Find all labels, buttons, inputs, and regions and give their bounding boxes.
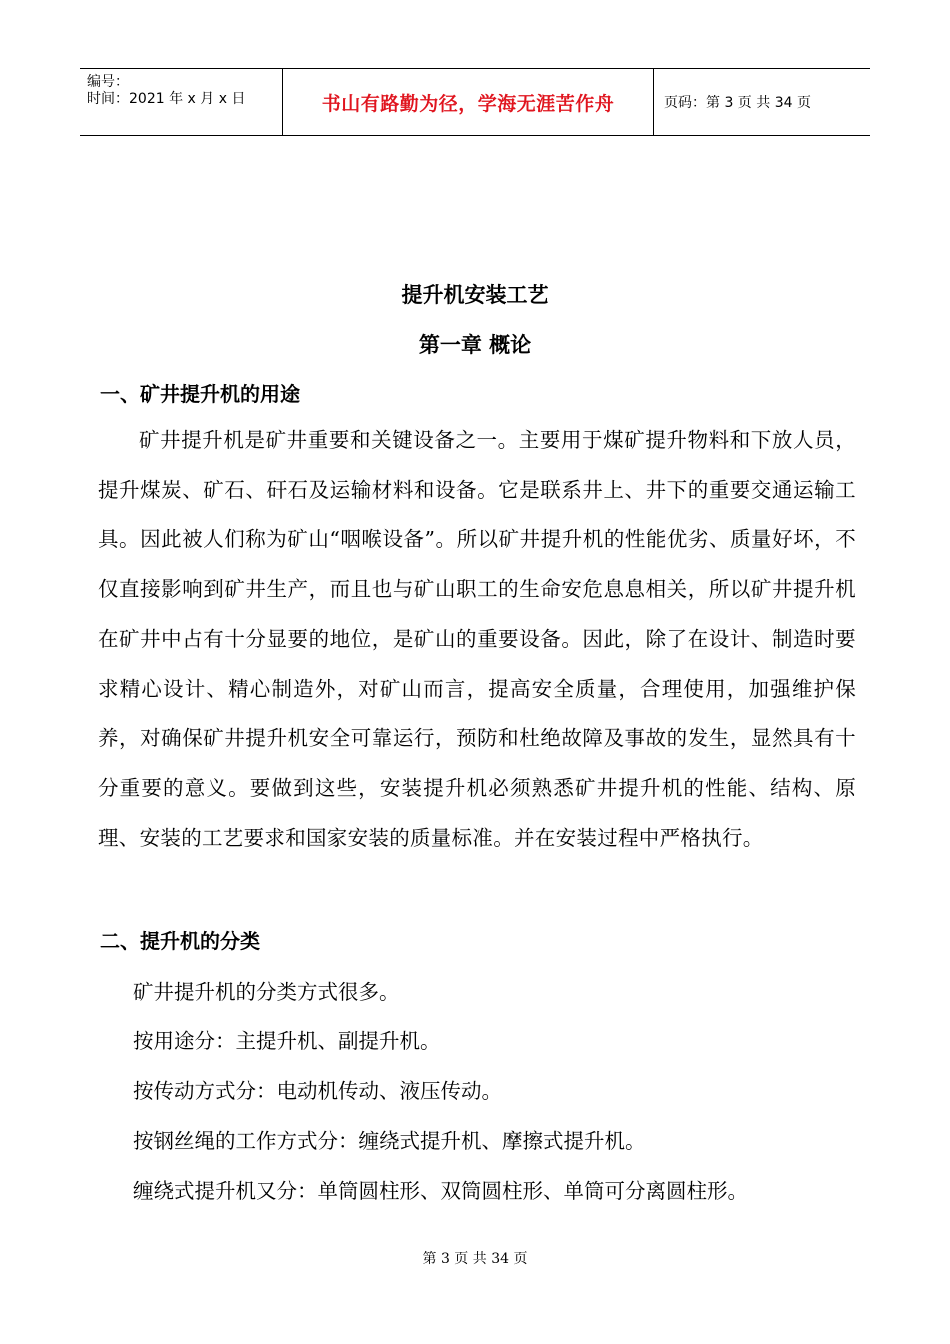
classification-line: 矿井提升机的分类方式很多。: [133, 980, 400, 1004]
section-1-paragraph: 矿井提升机是矿井重要和关键设备之一。主要用于煤矿提升物料和下放人员，提升煤炭、矿石、矸石及运输材料和设备。它是联系井上、井下的重要交通运输工具。因此被人们称为矿山“咽喉设备”。所以矿井提升机的性能优劣、质量好坏，不仅直接影响到矿井生产，而且也与矿山职工的生命安危息息相关，所以矿井提升机在矿井中占有十分显要的地位，是矿山的重要设备。因此，除了在设计、制造时要求精心设计、精心制造外，对矿山而言，提高安全质量，合理使用，加强维护保养，对确保矿井提升机安全可靠运行，预防和杜绝故障及事故的发生，显然具有十分重要的意义。要做到这些，安装提升机必须熟悉矿井提升机的性能、结构、原理、安装的工艺要求和国家安装的质量标准。并在安装过程中严格执行。: [98, 428, 856, 850]
classification-line: 缠绕式提升机又分：单筒圆柱形、双筒圆柱形、单筒可分离圆柱形。: [133, 1179, 748, 1203]
classification-line: 按传动方式分：电动机传动、液压传动。: [133, 1079, 502, 1103]
section-heading-2: 二、提升机的分类: [100, 929, 260, 953]
header-page-info-cell: [654, 69, 870, 135]
classification-line: 按钢丝绳的工作方式分：缠绕式提升机、摩擦式提升机。: [133, 1129, 646, 1153]
header-motto: 书山有路勤为径，学海无涯苦作舟: [321, 92, 615, 115]
header-number-label: 编号：: [87, 74, 129, 90]
classification-line: 按用途分：主提升机、副提升机。: [133, 1029, 441, 1053]
page-footer: 第 3 页 共 34 页: [422, 1251, 528, 1267]
page-header: [80, 68, 870, 136]
section-heading-1: 一、矿井提升机的用途: [100, 382, 300, 406]
document-title: 提升机安装工艺: [401, 282, 549, 307]
header-page-info: 页码：第 3 页 共 34 页: [664, 95, 811, 111]
header-date-label: 时间：2021 年 x 月 x 日: [87, 91, 246, 107]
header-motto-cell: [282, 69, 654, 135]
chapter-title: 第一章 概论: [418, 332, 532, 357]
header-meta-cell: [80, 69, 282, 135]
